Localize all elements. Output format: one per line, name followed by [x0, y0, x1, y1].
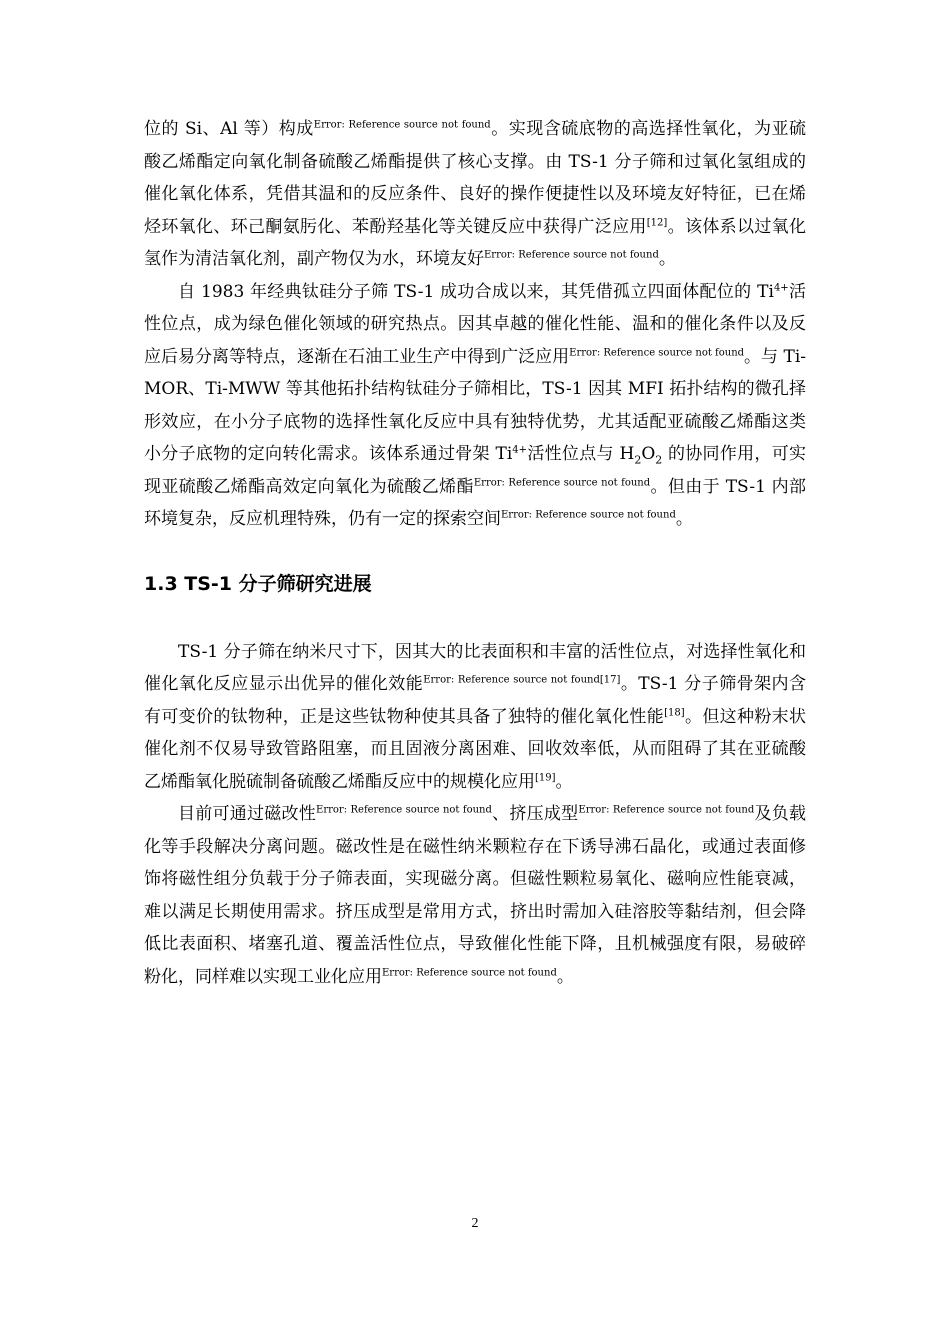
text-run: 。实现含硫底物的高选择性氧化，为亚硫酸乙烯酯定向氧化制备硫酸乙烯酯提供了核心支撑。由 TS-1 分子筛和过氧化氢组成的催化氧化体系，凭借其温和的反应条件、良好的操作便捷性以及环境友好特征，已在烯烃环氧化、环己酮氨肟化、苯酚羟基化等关键反应中获得广泛应用 [144, 119, 807, 237]
citation-superscript: [12] [646, 216, 668, 228]
body-paragraph [144, 276, 806, 536]
text-run: 自 1983 年经典钛硅分子筛 TS-1 成功合成以来，其凭借孤立四面体配位的 Ti [178, 281, 774, 302]
body-paragraph [144, 113, 806, 276]
citation-superscript: Error: Reference source not found [313, 119, 491, 131]
citation-superscript: Error: Reference source not found [484, 249, 659, 261]
text-run: 目前可通过磁改性 [178, 804, 317, 824]
text-run: 。 [675, 509, 693, 529]
page-number: 2 [471, 1216, 479, 1231]
text-run: 位的 Si、Al 等）构成 [144, 119, 314, 139]
citation-superscript: Error: Reference source not found[17] [423, 674, 621, 686]
citation-superscript: Error: Reference source not found [569, 346, 745, 358]
text-run: 。但这种粉末状催化剂不仅易导致管路阻塞，而且固液分离困难、回收效率低，从而阻碍了其在亚硫酸乙烯酯氧化脱硫制备硫酸乙烯酯反应中的规模化应用 [144, 706, 806, 792]
citation-superscript: 4+ [512, 444, 528, 456]
text-run: 。该体系以过氧化氢作为清洁氧化剂，副产物仅为水，环境友好 [144, 216, 807, 269]
text-run: 、挤压成型 [491, 804, 579, 824]
text-run: 。 [555, 771, 573, 792]
citation-superscript: [18] [664, 706, 685, 718]
text-run: 。 [556, 966, 574, 987]
citation-superscript: Error: Reference source not found [473, 476, 651, 488]
citation-superscript: 4+ [773, 281, 789, 293]
citation-superscript: Error: Reference source not found [382, 966, 557, 978]
text-run: 。与 Ti-MOR、Ti-MWW 等其他拓扑结构钛硅分子筛相比，TS-1 因其 MFI 拓扑结构的微孔择形效应，在小分子底物的选择性氧化反应中具有独特优势，尤其适配亚硫酸乙烯酯这类小分子底物的定向转化需求。该体系通过骨架 Ti [144, 346, 806, 464]
page-body [144, 113, 806, 993]
text-run: O [641, 444, 656, 464]
body-paragraph [144, 798, 806, 993]
text-run: 活性位点，成为绿色催化领域的研究热点。因其卓越的催化性能、温和的催化条件以及反应后易分离等特点，逐渐在石油工业生产中得到广泛应用 [144, 281, 806, 367]
text-run: 的协同作用，可实现亚硫酸乙烯酯高效定向氧化为硫酸乙烯酯 [144, 444, 806, 497]
section-heading: 1.3 TS-1 分子筛研究进展 [144, 572, 372, 595]
text-run: 及负载化等手段解决分离问题。磁改性是在磁性纳米颗粒存在下诱导沸石晶化，或通过表面修饰将磁性组分负载于分子筛表面，实现磁分离。但磁性颗粒易氧化、磁响应性能衰减，难以满足长期使用需求。挤压成型是常用方式，挤出时需加入硅溶胶等黏结剂，但会降低比表面积、堵塞孔道、覆盖活性位点，导致催化性能下降，且机械强度有限，易破碎粉化，同样难以实现工业化应用 [144, 804, 807, 987]
body-paragraph [144, 636, 806, 799]
text-run: 。 [658, 249, 676, 269]
text-run: 。TS-1 分子筛骨架内含有可变价的钛物种，正是这些钛物种使其具备了独特的催化氧化性能 [144, 674, 806, 727]
paragraph-group-1 [144, 113, 806, 536]
citation-superscript: Error: Reference source not found [578, 804, 755, 816]
citation-superscript: [19] [535, 771, 556, 783]
subscript: 2 [634, 453, 642, 467]
text-run: 。但由于 TS-1 内部环境复杂，反应机理特殊，仍有一定的探索空间 [144, 476, 807, 529]
text-run: TS-1 分子筛在纳米尺寸下，因其大的比表面积和丰富的活性位点，对选择性氧化和催化氧化反应显示出优异的催化效能 [144, 641, 806, 694]
subscript: 2 [655, 453, 663, 467]
paragraph-group-2 [144, 636, 806, 994]
citation-superscript: Error: Reference source not found [501, 509, 676, 521]
citation-superscript: Error: Reference source not found [316, 804, 492, 816]
text-run: 活性位点与 H [527, 444, 635, 464]
